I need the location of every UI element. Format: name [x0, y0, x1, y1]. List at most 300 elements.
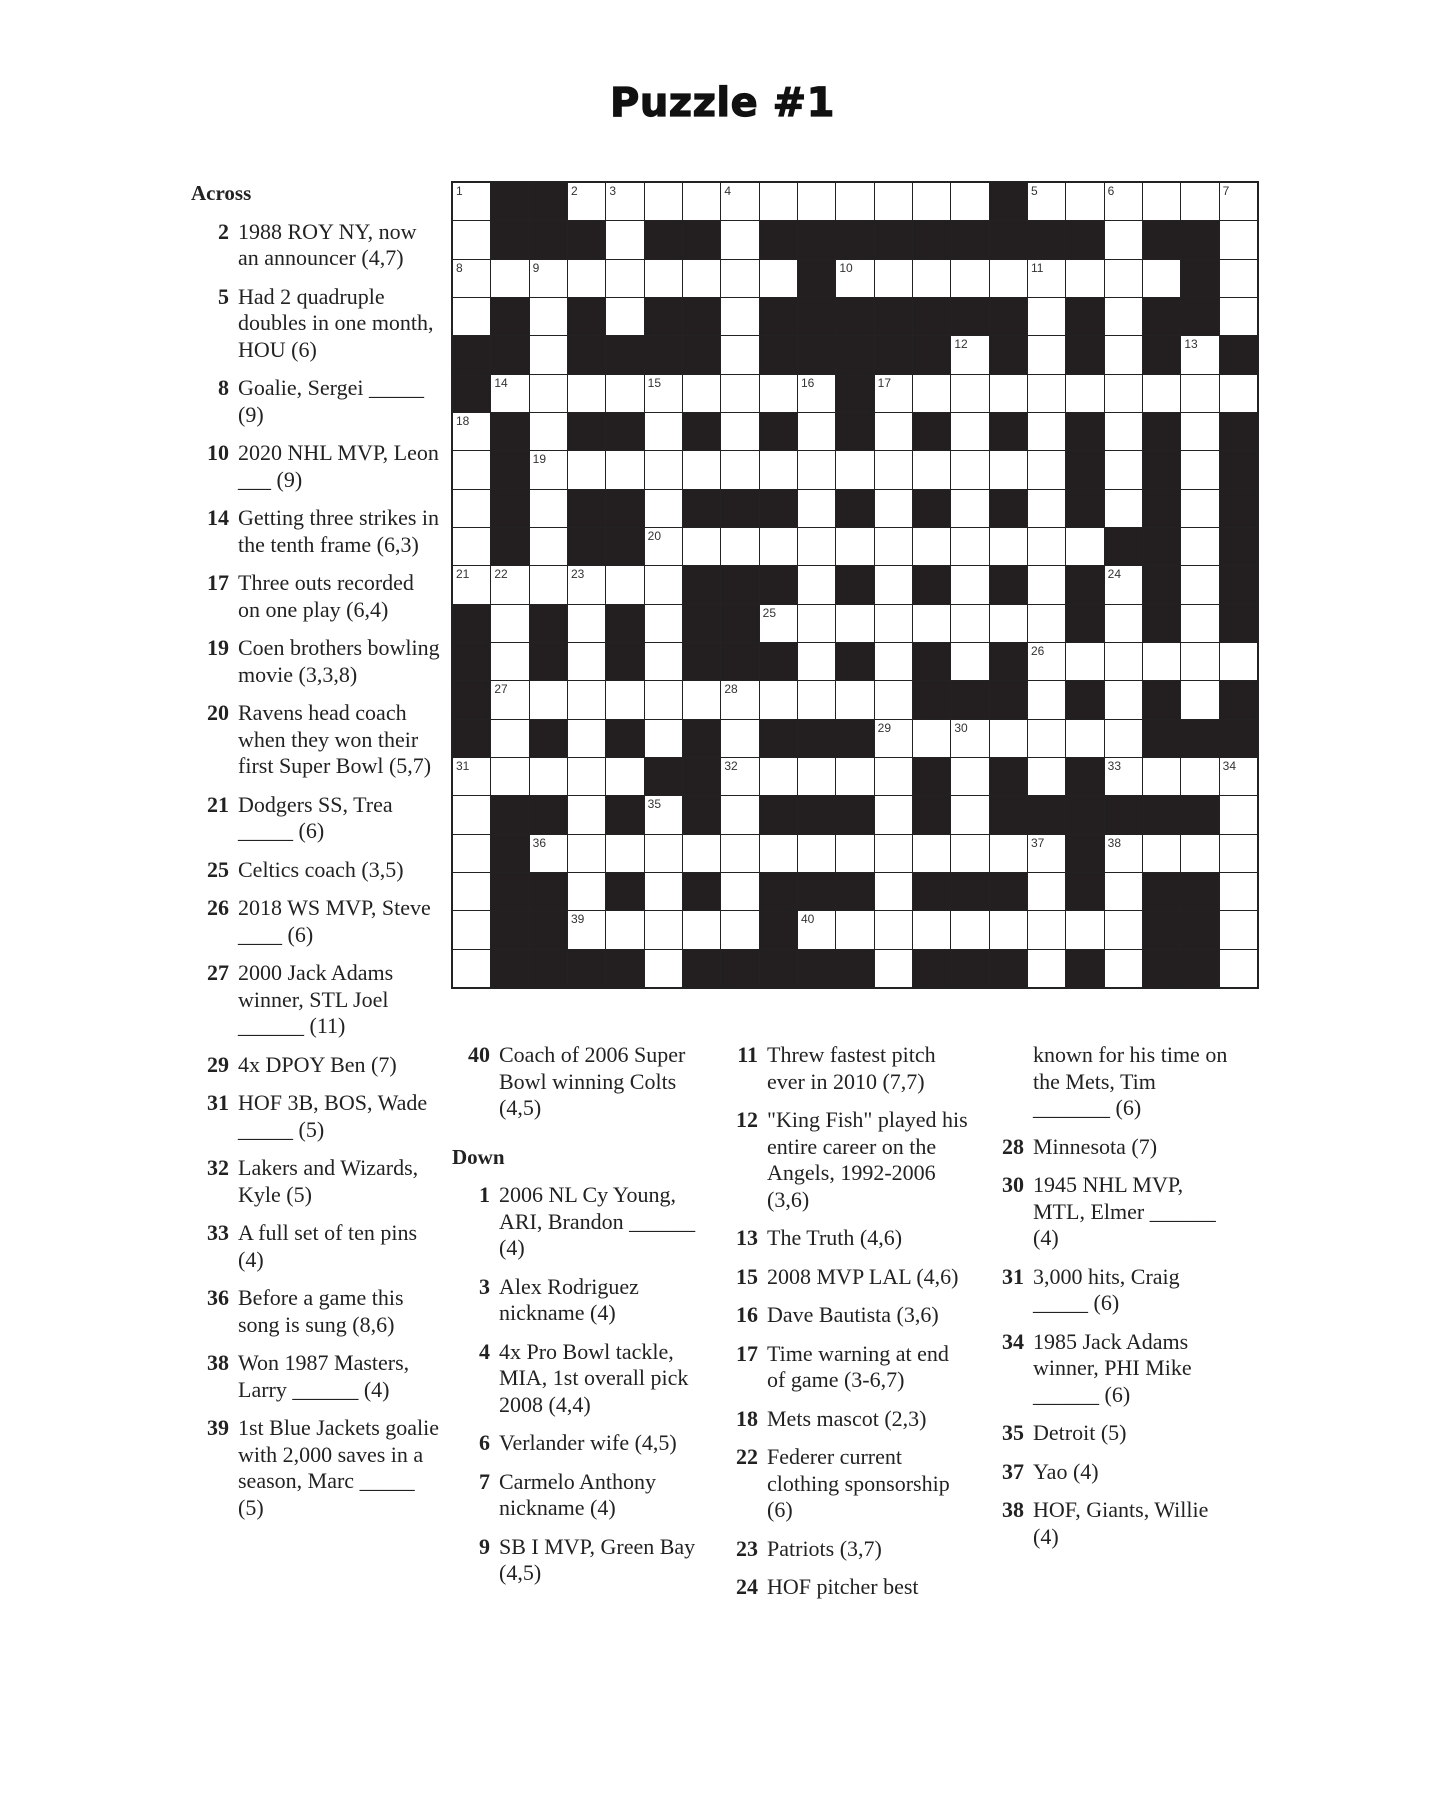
- answer-square[interactable]: [1220, 950, 1257, 987]
- answer-square[interactable]: [453, 221, 490, 258]
- answer-square[interactable]: [1028, 298, 1065, 335]
- answer-square[interactable]: [1105, 643, 1142, 680]
- answer-square[interactable]: [1105, 758, 1142, 795]
- answer-square[interactable]: [606, 566, 643, 603]
- answer-square[interactable]: [645, 796, 682, 833]
- answer-square[interactable]: [721, 260, 758, 297]
- answer-square[interactable]: [453, 566, 490, 603]
- answer-square[interactable]: [453, 413, 490, 450]
- answer-square[interactable]: [568, 605, 605, 642]
- answer-square[interactable]: [530, 260, 567, 297]
- answer-square[interactable]: [1028, 643, 1065, 680]
- answer-square[interactable]: [1105, 873, 1142, 910]
- answer-square[interactable]: [875, 835, 912, 872]
- answer-square[interactable]: [875, 758, 912, 795]
- answer-square[interactable]: [760, 183, 797, 220]
- answer-square[interactable]: [606, 183, 643, 220]
- answer-square[interactable]: [721, 911, 758, 948]
- answer-square[interactable]: [875, 566, 912, 603]
- answer-square[interactable]: [1220, 375, 1257, 412]
- black-square: [913, 643, 950, 680]
- answer-square[interactable]: [990, 720, 1027, 757]
- answer-square[interactable]: [721, 835, 758, 872]
- answer-square[interactable]: [683, 183, 720, 220]
- answer-square[interactable]: [606, 758, 643, 795]
- black-square: [951, 298, 988, 335]
- answer-square[interactable]: [951, 911, 988, 948]
- clue-number: 39: [570, 912, 585, 927]
- answer-square[interactable]: [951, 490, 988, 527]
- answer-square[interactable]: [1220, 221, 1257, 258]
- answer-square[interactable]: [645, 911, 682, 948]
- answer-square[interactable]: [1028, 183, 1065, 220]
- answer-square[interactable]: [1066, 260, 1103, 297]
- answer-square[interactable]: [1220, 183, 1257, 220]
- answer-square[interactable]: [491, 681, 528, 718]
- answer-square[interactable]: [606, 681, 643, 718]
- answer-square[interactable]: [990, 451, 1027, 488]
- answer-square[interactable]: [798, 566, 835, 603]
- answer-square[interactable]: [990, 835, 1027, 872]
- answer-square[interactable]: [530, 835, 567, 872]
- answer-square[interactable]: [836, 758, 873, 795]
- answer-square[interactable]: [760, 681, 797, 718]
- answer-square[interactable]: [798, 375, 835, 412]
- answer-square[interactable]: [836, 528, 873, 565]
- answer-square[interactable]: [913, 260, 950, 297]
- answer-square[interactable]: [491, 605, 528, 642]
- answer-square[interactable]: [951, 643, 988, 680]
- black-square: [1143, 528, 1180, 565]
- answer-square[interactable]: [568, 873, 605, 910]
- answer-square[interactable]: [913, 911, 950, 948]
- answer-square[interactable]: [1181, 336, 1218, 373]
- answer-square[interactable]: [1105, 375, 1142, 412]
- black-square: [760, 221, 797, 258]
- answer-square[interactable]: [721, 681, 758, 718]
- answer-square[interactable]: [798, 451, 835, 488]
- answer-square[interactable]: [1105, 950, 1142, 987]
- clue-number: 16: [736, 1302, 758, 1327]
- down-clue: [720, 1406, 970, 1433]
- answer-square[interactable]: [1105, 835, 1142, 872]
- answer-square[interactable]: [606, 375, 643, 412]
- answer-square[interactable]: [760, 375, 797, 412]
- answer-square[interactable]: [568, 681, 605, 718]
- answer-square[interactable]: [798, 605, 835, 642]
- black-square: [990, 413, 1027, 450]
- answer-square[interactable]: [1181, 451, 1218, 488]
- answer-square[interactable]: [453, 796, 490, 833]
- answer-square[interactable]: [568, 375, 605, 412]
- clue-text: Federer current clothing sponsorship (6): [767, 1444, 950, 1522]
- answer-square[interactable]: [1066, 183, 1103, 220]
- answer-square[interactable]: [645, 183, 682, 220]
- answer-square[interactable]: [645, 528, 682, 565]
- answer-square[interactable]: [453, 183, 490, 220]
- answer-square[interactable]: [721, 758, 758, 795]
- answer-square[interactable]: [913, 720, 950, 757]
- answer-square[interactable]: [1028, 911, 1065, 948]
- answer-square[interactable]: [951, 835, 988, 872]
- answer-square[interactable]: [1028, 490, 1065, 527]
- answer-square[interactable]: [875, 950, 912, 987]
- answer-square[interactable]: [836, 835, 873, 872]
- answer-square[interactable]: [1028, 260, 1065, 297]
- answer-square[interactable]: [1028, 720, 1065, 757]
- answer-square[interactable]: [1143, 758, 1180, 795]
- answer-square[interactable]: [1066, 643, 1103, 680]
- answer-square[interactable]: [721, 298, 758, 335]
- answer-square[interactable]: [875, 911, 912, 948]
- clue-number: 3: [609, 184, 617, 198]
- answer-square[interactable]: [875, 873, 912, 910]
- answer-square[interactable]: [645, 451, 682, 488]
- answer-square[interactable]: [568, 796, 605, 833]
- answer-square[interactable]: [721, 375, 758, 412]
- answer-square[interactable]: [530, 566, 567, 603]
- black-square: [836, 873, 873, 910]
- answer-square[interactable]: [1028, 950, 1065, 987]
- answer-square[interactable]: [645, 566, 682, 603]
- answer-square[interactable]: [1105, 911, 1142, 948]
- answer-square[interactable]: [1220, 298, 1257, 335]
- answer-square[interactable]: [913, 528, 950, 565]
- answer-square[interactable]: [645, 950, 682, 987]
- answer-square[interactable]: [683, 835, 720, 872]
- answer-square[interactable]: [530, 375, 567, 412]
- answer-square[interactable]: [951, 183, 988, 220]
- answer-square[interactable]: [1028, 605, 1065, 642]
- answer-square[interactable]: [1028, 336, 1065, 373]
- answer-square[interactable]: [1066, 375, 1103, 412]
- answer-square[interactable]: [875, 490, 912, 527]
- answer-square[interactable]: [568, 566, 605, 603]
- answer-square[interactable]: [875, 451, 912, 488]
- answer-square[interactable]: [836, 911, 873, 948]
- answer-square[interactable]: [453, 298, 490, 335]
- answer-square[interactable]: [1105, 413, 1142, 450]
- answer-square[interactable]: [1220, 643, 1257, 680]
- answer-square[interactable]: [951, 375, 988, 412]
- answer-square[interactable]: [1220, 911, 1257, 948]
- answer-square[interactable]: [721, 873, 758, 910]
- answer-square[interactable]: [568, 911, 605, 948]
- answer-square[interactable]: [1220, 796, 1257, 833]
- black-square: [1220, 566, 1257, 603]
- answer-square[interactable]: [721, 221, 758, 258]
- clue-text: Dave Bautista (3,6): [767, 1302, 939, 1327]
- answer-square[interactable]: [1105, 681, 1142, 718]
- answer-square[interactable]: [683, 528, 720, 565]
- answer-square[interactable]: [1028, 835, 1065, 872]
- answer-square[interactable]: [836, 451, 873, 488]
- answer-square[interactable]: [836, 681, 873, 718]
- answer-square[interactable]: [721, 183, 758, 220]
- answer-square[interactable]: [760, 835, 797, 872]
- answer-square[interactable]: [951, 336, 988, 373]
- answer-square[interactable]: [1181, 758, 1218, 795]
- clue-text: 2008 MVP LAL (4,6): [767, 1263, 959, 1289]
- answer-square[interactable]: [1028, 566, 1065, 603]
- answer-square[interactable]: [836, 260, 873, 297]
- answer-square[interactable]: [951, 605, 988, 642]
- answer-square[interactable]: [721, 451, 758, 488]
- answer-square[interactable]: [875, 796, 912, 833]
- answer-square[interactable]: [875, 681, 912, 718]
- answer-square[interactable]: [798, 911, 835, 948]
- answer-square[interactable]: [1105, 490, 1142, 527]
- answer-square[interactable]: [951, 720, 988, 757]
- answer-square[interactable]: [951, 451, 988, 488]
- black-square: [1220, 451, 1257, 488]
- answer-square[interactable]: [760, 758, 797, 795]
- answer-square[interactable]: [568, 643, 605, 680]
- answer-square[interactable]: [568, 451, 605, 488]
- answer-square[interactable]: [1143, 375, 1180, 412]
- answer-square[interactable]: [951, 528, 988, 565]
- answer-square[interactable]: [1143, 835, 1180, 872]
- answer-square[interactable]: [1220, 835, 1257, 872]
- answer-square[interactable]: [721, 336, 758, 373]
- answer-square[interactable]: [1105, 260, 1142, 297]
- answer-square[interactable]: [645, 873, 682, 910]
- answer-square[interactable]: [798, 758, 835, 795]
- answer-square[interactable]: [1143, 183, 1180, 220]
- answer-square[interactable]: [951, 758, 988, 795]
- answer-square[interactable]: [875, 375, 912, 412]
- answer-square[interactable]: [913, 451, 950, 488]
- answer-square[interactable]: [1220, 758, 1257, 795]
- answer-square[interactable]: [606, 835, 643, 872]
- black-square: [1066, 873, 1103, 910]
- answer-square[interactable]: [453, 950, 490, 987]
- black-square: [683, 643, 720, 680]
- black-square: [683, 605, 720, 642]
- black-square: [568, 950, 605, 987]
- answer-square[interactable]: [875, 643, 912, 680]
- answer-square[interactable]: [606, 911, 643, 948]
- answer-square[interactable]: [645, 260, 682, 297]
- answer-square[interactable]: [913, 375, 950, 412]
- answer-square[interactable]: [453, 873, 490, 910]
- answer-square[interactable]: [1181, 413, 1218, 450]
- black-square: [683, 873, 720, 910]
- answer-square[interactable]: [1066, 911, 1103, 948]
- answer-square[interactable]: [1105, 298, 1142, 335]
- clue-number: 2: [218, 218, 229, 244]
- answer-square[interactable]: [1105, 566, 1142, 603]
- answer-square[interactable]: [1105, 183, 1142, 220]
- answer-square[interactable]: [875, 183, 912, 220]
- answer-square[interactable]: [1181, 528, 1218, 565]
- answer-square[interactable]: [606, 260, 643, 297]
- answer-square[interactable]: [1220, 873, 1257, 910]
- answer-square[interactable]: [453, 911, 490, 948]
- answer-square[interactable]: [645, 643, 682, 680]
- answer-square[interactable]: [836, 605, 873, 642]
- clue-text: Mets mascot (2,3): [767, 1405, 927, 1431]
- answer-square[interactable]: [760, 528, 797, 565]
- black-square: [990, 950, 1027, 987]
- clue-text: The Truth (4,6): [767, 1225, 903, 1250]
- answer-square[interactable]: [530, 681, 567, 718]
- answer-square[interactable]: [836, 183, 873, 220]
- down-clue: [452, 1534, 702, 1587]
- answer-square[interactable]: [798, 183, 835, 220]
- answer-square[interactable]: [530, 758, 567, 795]
- answer-square[interactable]: [1181, 490, 1218, 527]
- answer-square[interactable]: [875, 260, 912, 297]
- answer-square[interactable]: [1181, 835, 1218, 872]
- answer-square[interactable]: [530, 451, 567, 488]
- answer-square[interactable]: [875, 528, 912, 565]
- answer-square[interactable]: [1066, 528, 1103, 565]
- answer-square[interactable]: [568, 835, 605, 872]
- across-clue: [191, 895, 441, 948]
- answer-square[interactable]: [760, 451, 797, 488]
- answer-square[interactable]: [568, 758, 605, 795]
- answer-square[interactable]: [1028, 528, 1065, 565]
- answer-square[interactable]: [1028, 451, 1065, 488]
- answer-square[interactable]: [491, 260, 528, 297]
- black-square: [951, 681, 988, 718]
- answer-square[interactable]: [1143, 260, 1180, 297]
- answer-square[interactable]: [530, 490, 567, 527]
- clue-number: 10: [207, 440, 229, 465]
- answer-square[interactable]: [990, 605, 1027, 642]
- answer-square[interactable]: [1105, 451, 1142, 488]
- answer-square[interactable]: [951, 796, 988, 833]
- answer-square[interactable]: [798, 643, 835, 680]
- black-square: [798, 950, 835, 987]
- answer-square[interactable]: [913, 835, 950, 872]
- answer-square[interactable]: [1181, 681, 1218, 718]
- answer-square[interactable]: [645, 413, 682, 450]
- answer-square[interactable]: [990, 911, 1027, 948]
- answer-square[interactable]: [990, 528, 1027, 565]
- answer-square[interactable]: [990, 375, 1027, 412]
- answer-square[interactable]: [798, 528, 835, 565]
- answer-square[interactable]: [1181, 183, 1218, 220]
- answer-square[interactable]: [1028, 413, 1065, 450]
- answer-square[interactable]: [1028, 873, 1065, 910]
- black-square: [990, 221, 1027, 258]
- answer-square[interactable]: [491, 375, 528, 412]
- answer-square[interactable]: [951, 413, 988, 450]
- answer-square[interactable]: [530, 528, 567, 565]
- answer-square[interactable]: [683, 451, 720, 488]
- answer-square[interactable]: [683, 911, 720, 948]
- answer-square[interactable]: [1105, 720, 1142, 757]
- answer-square[interactable]: [491, 643, 528, 680]
- down-clue: [720, 1042, 970, 1095]
- answer-square[interactable]: [530, 413, 567, 450]
- answer-square[interactable]: [1028, 681, 1065, 718]
- answer-square[interactable]: [645, 490, 682, 527]
- answer-square[interactable]: [606, 451, 643, 488]
- answer-square[interactable]: [1143, 643, 1180, 680]
- answer-square[interactable]: [568, 720, 605, 757]
- clue-text: A full set of ten pins (4): [238, 1220, 418, 1272]
- answer-square[interactable]: [530, 298, 567, 335]
- answer-square[interactable]: [491, 720, 528, 757]
- black-square: [760, 566, 797, 603]
- answer-square[interactable]: [683, 375, 720, 412]
- answer-square[interactable]: [798, 681, 835, 718]
- answer-square[interactable]: [645, 681, 682, 718]
- answer-square[interactable]: [1181, 566, 1218, 603]
- answer-square[interactable]: [760, 605, 797, 642]
- answer-square[interactable]: [1181, 605, 1218, 642]
- black-square: [721, 643, 758, 680]
- answer-square[interactable]: [453, 528, 490, 565]
- clue-text: Celtics coach (3,5): [238, 856, 404, 882]
- answer-square[interactable]: [1028, 375, 1065, 412]
- answer-square[interactable]: [453, 835, 490, 872]
- answer-square[interactable]: [453, 451, 490, 488]
- answer-square[interactable]: [875, 605, 912, 642]
- answer-square[interactable]: [913, 605, 950, 642]
- answer-square[interactable]: [875, 720, 912, 757]
- answer-square[interactable]: [453, 260, 490, 297]
- answer-square[interactable]: [798, 490, 835, 527]
- across-clue: [191, 1155, 441, 1208]
- down-clue: [720, 1341, 970, 1394]
- answer-square[interactable]: [1105, 221, 1142, 258]
- answer-square[interactable]: [798, 413, 835, 450]
- answer-square[interactable]: [645, 375, 682, 412]
- answer-square[interactable]: [453, 490, 490, 527]
- answer-square[interactable]: [990, 260, 1027, 297]
- black-square: [1105, 796, 1142, 833]
- answer-square[interactable]: [645, 835, 682, 872]
- answer-square[interactable]: [606, 298, 643, 335]
- answer-square[interactable]: [606, 221, 643, 258]
- answer-square[interactable]: [760, 260, 797, 297]
- answer-square[interactable]: [721, 528, 758, 565]
- answer-square[interactable]: [1181, 643, 1218, 680]
- answer-square[interactable]: [721, 720, 758, 757]
- answer-square[interactable]: [645, 605, 682, 642]
- answer-square[interactable]: [568, 260, 605, 297]
- answer-square[interactable]: [1220, 260, 1257, 297]
- answer-square[interactable]: [1105, 336, 1142, 373]
- answer-square[interactable]: [721, 796, 758, 833]
- answer-square[interactable]: [913, 183, 950, 220]
- answer-square[interactable]: [951, 566, 988, 603]
- answer-square[interactable]: [453, 758, 490, 795]
- answer-square[interactable]: [683, 681, 720, 718]
- answer-square[interactable]: [721, 413, 758, 450]
- black-square: [606, 873, 643, 910]
- answer-square[interactable]: [875, 413, 912, 450]
- answer-square[interactable]: [1181, 375, 1218, 412]
- answer-square[interactable]: [1028, 758, 1065, 795]
- answer-square[interactable]: [491, 566, 528, 603]
- answer-square[interactable]: [798, 835, 835, 872]
- answer-square[interactable]: [951, 260, 988, 297]
- answer-square[interactable]: [568, 183, 605, 220]
- black-square: [836, 720, 873, 757]
- answer-square[interactable]: [683, 260, 720, 297]
- answer-square[interactable]: [645, 720, 682, 757]
- answer-square[interactable]: [530, 336, 567, 373]
- answer-square[interactable]: [491, 758, 528, 795]
- black-square: [798, 260, 835, 297]
- answer-square[interactable]: [1066, 720, 1103, 757]
- answer-square[interactable]: [1105, 605, 1142, 642]
